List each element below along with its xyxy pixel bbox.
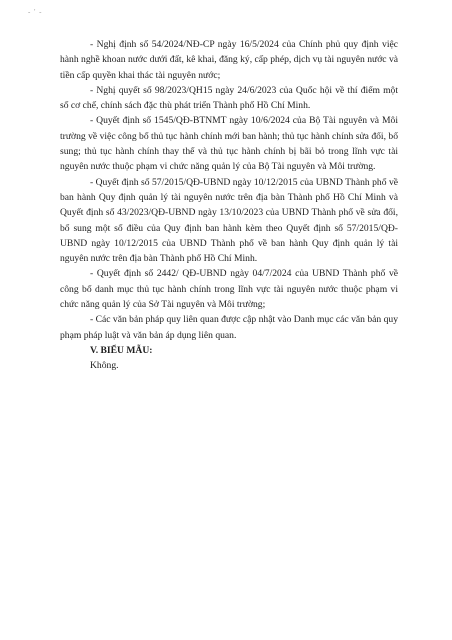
- paragraph-related-documents: - Các văn bản pháp quy liên quan được cập nhật vào Danh mục các văn bản quy phạm pháp luật và văn bản áp dụng liên quan.: [60, 314, 398, 341]
- corner-mark: - ' -: [28, 8, 43, 16]
- paragraph-decision-1545: - Quyết định số 1545/QĐ-BTNMT ngày 10/6/2024 của Bộ Tài nguyên và Môi trường về việc công bố thủ tục hành chính mới ban hành; thủ tục hành chính sửa đổi, bổ sung; thủ tục hành chính thay thế và thủ tục hành chính bị bãi bỏ trong lĩnh vực tài nguyên nước thuộc phạm vi chức năng quản lý của Bộ Tài nguyên và Môi trường.: [60, 115, 398, 173]
- paragraph-decision-2442: - Quyết định số 2442/ QĐ-UBND ngày 04/7/2024 của UBND Thành phố về công bố danh mục thủ tục hành chính trong lĩnh vực tài nguyên nước thuộc phạm vi chức năng quản lý của Sở Tài nguyên và Môi trường;: [60, 268, 398, 311]
- section-body-forms: Không.: [90, 360, 119, 372]
- paragraph-decree-54: - Nghị định số 54/2024/NĐ-CP ngày 16/5/2024 của Chính phủ quy định việc hành nghề khoan nước dưới đất, kê khai, đăng ký, cấp phép, dịch vụ tài nguyên nước và tiền cấp quyền khai thác tài nguyên nước;: [60, 39, 398, 81]
- paragraph-decision-57: - Quyết định số 57/2015/QĐ-UBND ngày 10/12/2015 của UBND Thành phố về ban hành Quy định quản lý tài nguyên nước trên địa bàn Thành phố Hồ Chí Minh và Quyết định số 43/2023/QĐ-UBND ngày 13/10/2023 của UBND Thành phố về sửa đổi, bổ sung một số điều của Quy định ban hành kèm theo Quyết định số 57/2015/QĐ-UBND ngày 10/12/2015 của UBND Thành phố về ban hành Quy định quản lý tài nguyên nước trên địa bàn Thành phố Hồ Chí Minh.: [60, 176, 398, 265]
- document-body: [60, 37, 398, 374]
- section-heading-forms: V. BIỂU MẪU:: [90, 344, 153, 356]
- paragraph-resolution-98: - Nghị quyết số 98/2023/QH15 ngày 24/6/2023 của Quốc hội về thí điểm một số cơ chế, chính sách đặc thù phát triển Thành phố Hồ Chí Minh.: [60, 84, 398, 112]
